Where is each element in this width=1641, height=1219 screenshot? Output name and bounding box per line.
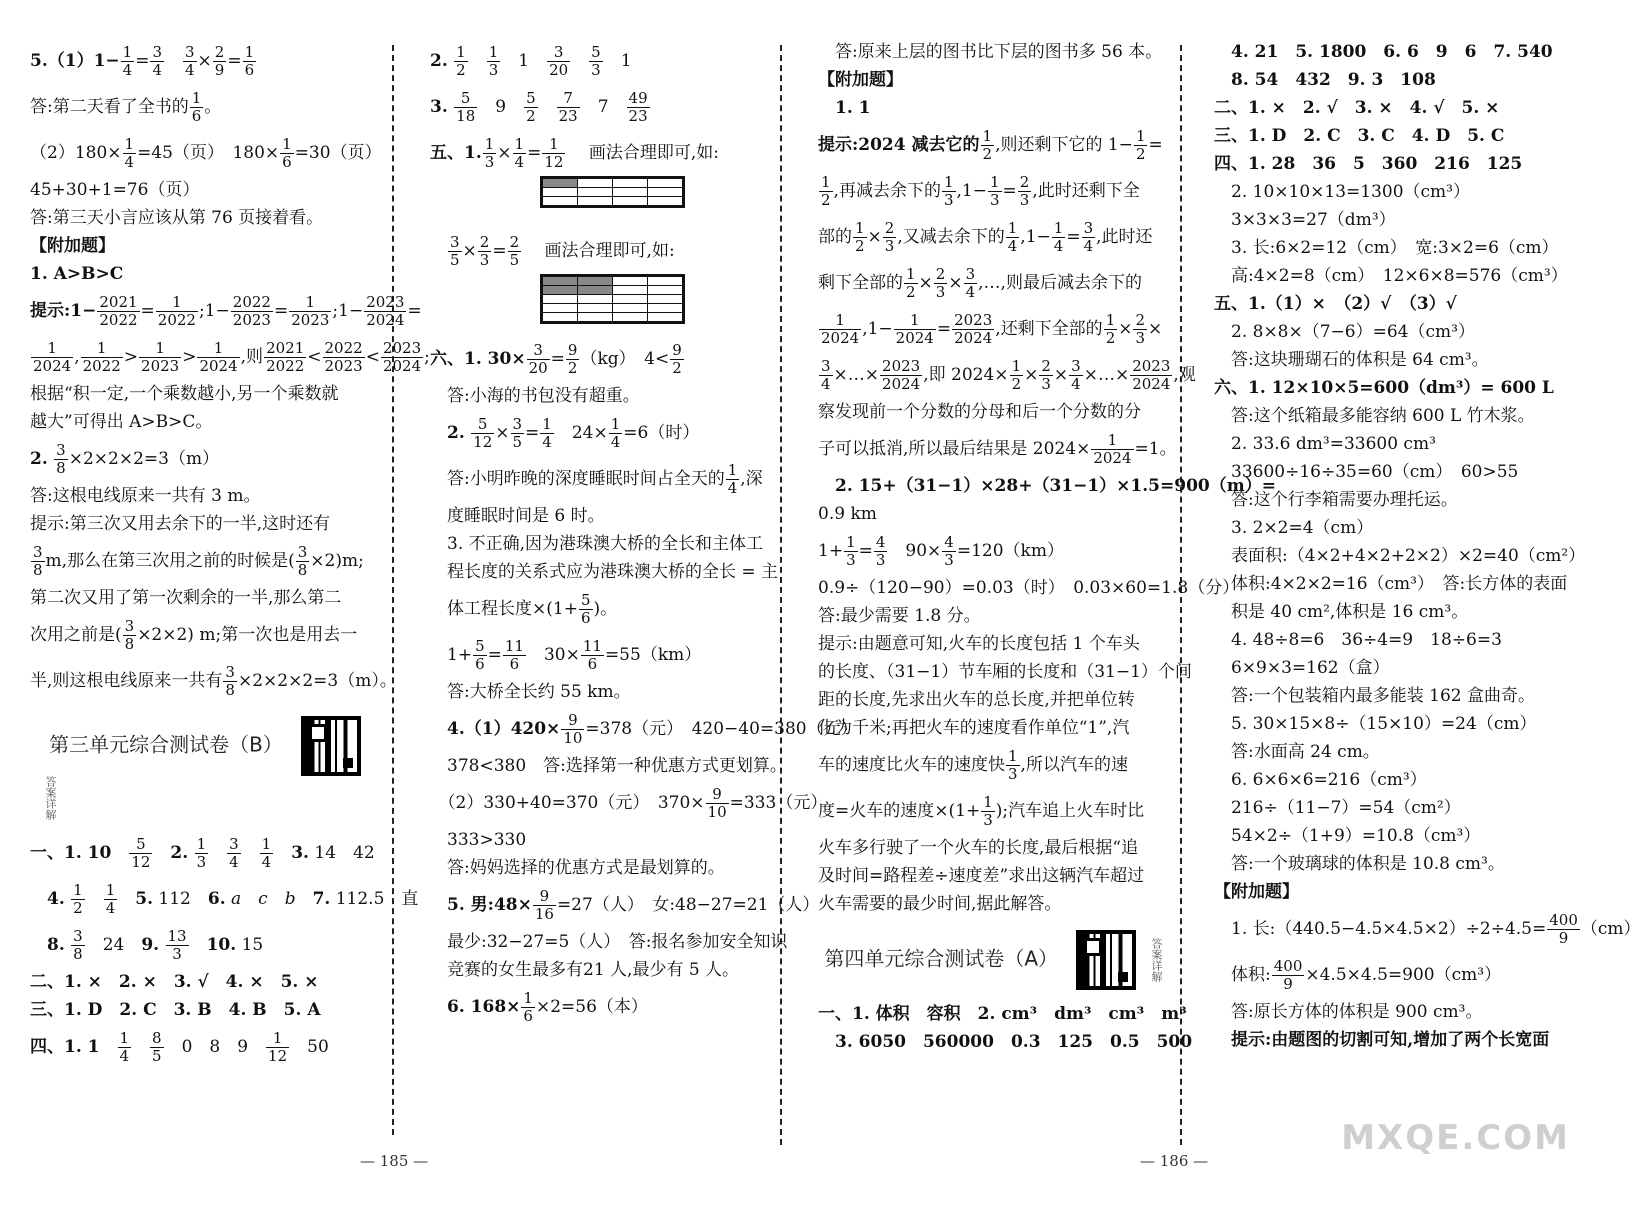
answer-line: 33600÷16÷35=60（cm） 60>55 bbox=[1231, 462, 1519, 482]
answer-line: 答:第二天看了全书的 $\frac{1}{6}$ 。 bbox=[30, 89, 222, 125]
answer-line: 竞赛的女生最多有21 人,最少有 5 人。 bbox=[447, 960, 740, 980]
column-divider-1 bbox=[392, 45, 394, 1135]
hint-line: 的长度、（31−1）节车厢的长度和（31−1）个间 bbox=[818, 662, 1192, 682]
answer-line: 45+30+1=76（页） bbox=[30, 180, 200, 200]
answer-column-3 bbox=[818, 38, 1276, 1056]
answer-line: 答:第三天小言应该从第 76 页接着看。 bbox=[30, 208, 324, 228]
answer-line: 5.（1）1− $\frac{1}{4}$ = $\frac{3}{4}$ $\frac{3}{4}$ × $\frac{2}{9}$ = $\frac{1}{6}$ bbox=[30, 43, 255, 79]
answer-line: 216÷（11−7）=54（cm²） bbox=[1231, 798, 1461, 818]
hint-line: 车的速度比火车的速度快 $\frac{1}{3}$ ,所以汽车的速 bbox=[818, 747, 1128, 783]
answer-line: 答:原来上层的图书比下层的图书多 56 本。 bbox=[835, 42, 1163, 62]
answer-line: 1. 1 bbox=[835, 98, 871, 118]
hint-line: 剩下全部的 $\frac{1}{2}$ × $\frac{2}{3}$ × $\frac{3}{4}$ ,…,则最后减去余下的 bbox=[818, 265, 1142, 301]
answer-line: 3. 2×2=4（cm） bbox=[1231, 518, 1374, 538]
hint-line: $\frac{1}{2}$ ,再减去余下的 $\frac{1}{3}$ ,1− $\frac{1}{3}$ = $\frac{2}{3}$ ,此时还剩下全 bbox=[821, 173, 1140, 209]
answer-line: 1+ $\frac{5}{6}$ = $\frac{11}{6}$ 30× $\frac{11}{6}$ =55（km） bbox=[447, 637, 702, 673]
answer-line: 答:水面高 24 cm。 bbox=[1231, 742, 1380, 762]
hint-line: 距的长度,先求出火车的总长度,并把单位转 bbox=[818, 690, 1135, 710]
answer-line: 4. $\frac{1}{2}$ $\frac{1}{4}$ 5. 112 6. a c b 7. 112.5 直 bbox=[47, 881, 419, 917]
qr-caption: 答案详解 bbox=[44, 776, 57, 820]
hint-line: $\frac{3}{4}$ ×…× $\frac{2023}{2024}$ ,即 2024× $\frac{1}{2}$ × $\frac{2}{3}$ × $\frac{3}{4}$ ×…× $\frac{2023}{2024}$ ,观 bbox=[821, 357, 1196, 393]
answer-line: 五、1. $\frac{1}{3}$ × $\frac{1}{4}$ = $\frac{1}{12}$ 画法合理即可,如: bbox=[430, 135, 719, 171]
hint-line: 次用之前是( $\frac{3}{8}$ ×2×2) m;第一次也是用去一 bbox=[30, 617, 358, 653]
answer-line: 三、1. D 2. C 3. C 4. D 5. C bbox=[1214, 126, 1505, 146]
answer-line: 2. 8×8×（7−6）=64（cm³） bbox=[1231, 322, 1475, 342]
answer-line: $\frac{3}{5}$ × $\frac{2}{3}$ = $\frac{2}{5}$ 画法合理即可,如: bbox=[450, 233, 675, 269]
answer-line: 6. 168× $\frac{1}{6}$ ×2=56（本） bbox=[447, 989, 648, 1025]
answer-line: （2）330+40=370（元） 370× $\frac{9}{10}$ =333（元） bbox=[447, 785, 828, 821]
hint-line: 部的 $\frac{1}{2}$ × $\frac{2}{3}$ ,又减去余下的 $\frac{1}{4}$ ,1− $\frac{1}{4}$ = $\frac{3}{4}$ ,此时还 bbox=[818, 219, 1153, 255]
answer-line: 6. 6×6×6=216（cm³） bbox=[1231, 770, 1427, 790]
answer-line: 答:妈妈选择的优惠方式是最划算的。 bbox=[447, 858, 725, 878]
answer-line: 3. 6050 560000 0.3 125 0.5 500 bbox=[835, 1032, 1193, 1052]
section-heading: 【附加题】 bbox=[30, 236, 115, 256]
answer-line: 2. $\frac{5}{12}$ × $\frac{3}{5}$ = $\frac{1}{4}$ 24× $\frac{1}{4}$ =6（时） bbox=[447, 415, 700, 451]
answer-line: 度睡眠时间是 6 时。 bbox=[447, 506, 605, 526]
answer-line: 8. $\frac{3}{8}$ 24 9. $\frac{13}{3}$ 10. 15 bbox=[47, 927, 264, 963]
answer-line: 5. 男:48× $\frac{9}{16}$ =27（人） 女:48−27=21（人） bbox=[447, 887, 820, 923]
answer-line: 2. 33.6 dm³=33600 cm³ bbox=[1231, 434, 1436, 454]
hint-line: 第二次又用了第一次剩余的一半,那么第二 bbox=[30, 588, 342, 608]
qr-code-icon bbox=[1076, 930, 1136, 990]
section-heading: 【附加题】 bbox=[1214, 882, 1299, 902]
answer-line: 54×2÷（1+9）=10.8（cm³） bbox=[1231, 826, 1481, 846]
answer-line: 体积: $\frac{400}{9}$ ×4.5×4.5=900（cm³） bbox=[1231, 957, 1502, 993]
answer-line: 4. 48÷8=6 36÷4=9 18÷6=3 bbox=[1231, 630, 1502, 650]
answer-line: 3. $\frac{5}{18}$ 9 $\frac{5}{2}$ $\frac{7}{23}$ 7 $\frac{49}{23}$ bbox=[430, 89, 648, 125]
answer-line: 5. 30×15×8÷（15×10）=24（cm） bbox=[1231, 714, 1537, 734]
qr-code-icon bbox=[301, 716, 361, 776]
answer-line: 一、1. 10 $\frac{5}{12}$ 2. $\frac{1}{3}$ $\frac{3}{4}$ $\frac{1}{4}$ 3. 14 42 bbox=[30, 835, 375, 871]
page-number-right: — 186 — bbox=[1140, 1152, 1209, 1170]
hint-line: $\frac{3}{8}$ m,那么在第三次用之前的时候是( $\frac{3}{8}$ ×2)m; bbox=[33, 543, 364, 579]
answer-line: 程长度的关系式应为港珠澳大桥的全长 = 主 bbox=[447, 562, 779, 582]
answer-line: 体工程长度×(1+ $\frac{5}{6}$ )。 bbox=[447, 591, 618, 627]
answer-line: 答:小明昨晚的深度睡眠时间占全天的 $\frac{1}{4}$ ,深 bbox=[447, 461, 763, 497]
answer-line: 3. 不正确,因为港珠澳大桥的全长和主体工 bbox=[447, 534, 764, 554]
answer-column-4 bbox=[1214, 38, 1641, 1054]
hint-line: 察发现前一个分数的分母和后一个分数的分 bbox=[818, 402, 1141, 422]
answer-line: 3. 长:6×2=12（cm） 宽:3×2=6（cm） bbox=[1231, 238, 1559, 258]
hint-line: 子可以抵消,所以最后结果是 2024× $\frac{1}{2024}$ =1。 bbox=[818, 431, 1177, 467]
answer-line: 1. A>B>C bbox=[30, 264, 124, 284]
answer-line: 体积:4×2×2=16（cm³） 答:长方体的表面 bbox=[1231, 574, 1568, 594]
answer-line: 答:这个纸箱最多能容纳 600 L 竹木浆。 bbox=[1231, 406, 1535, 426]
answer-line: 四、1. 28 36 5 360 216 125 bbox=[1214, 154, 1523, 174]
answer-line: 五、1.（1）× （2）√ （3）√ bbox=[1214, 294, 1457, 314]
answer-line: 答:最少需要 1.8 分。 bbox=[818, 606, 981, 626]
answer-line: 2. $\frac{3}{8}$ ×2×2×2=3（m） bbox=[30, 441, 220, 477]
answer-line: 答:这块珊瑚石的体积是 64 cm³。 bbox=[1231, 350, 1489, 370]
drawing-grid-1 bbox=[430, 176, 790, 228]
hint-line: 半,则这根电线原来一共有 $\frac{3}{8}$ ×2×2×2=3（m）。 bbox=[30, 663, 397, 699]
section-heading: 【附加题】 bbox=[818, 70, 903, 90]
hint-line: 火车多行驶了一个火车的长度,最后根据“追 bbox=[818, 838, 1139, 858]
answer-line: 答:一个包装箱内最多能装 162 盒曲奇。 bbox=[1231, 686, 1535, 706]
hint-line: 火车需要的最少时间,据此解答。 bbox=[818, 894, 1062, 914]
answer-line: 答:这根电线原来一共有 3 m。 bbox=[30, 486, 261, 506]
answer-line: 答:原长方体的体积是 900 cm³。 bbox=[1231, 1002, 1483, 1022]
watermark: MXQE.COM bbox=[1341, 1118, 1570, 1158]
hint-line: $\frac{1}{2024}$ ,1− $\frac{1}{2024}$ = $\frac{2023}{2024}$ ,还剩下全部的 $\frac{1}{2}$ × $\frac{2}{3}$ × bbox=[821, 311, 1163, 347]
answer-line: 六、1. 12×10×5=600（dm³）= 600 L bbox=[1214, 378, 1554, 398]
answer-line: 2. 15+（31−1）×28+（31−1）×1.5=900（m）= bbox=[835, 476, 1276, 496]
hint-line: 提示:2024 减去它的 $\frac{1}{2}$ ,则还剩下它的 1− $\frac{1}{2}$ = bbox=[818, 127, 1163, 163]
answer-line: （2）180× $\frac{1}{4}$ =45（页） 180× $\frac{1}{6}$ =30（页） bbox=[30, 135, 382, 171]
answer-line: 二、1. × 2. × 3. √ 4. × 5. × bbox=[30, 972, 319, 992]
hint-line: 越大”可得出 A>B>C。 bbox=[30, 412, 213, 432]
answer-line: 0.9÷（120−90）=0.03（时） 0.03×60=1.8（分） bbox=[818, 578, 1240, 598]
hint-line: 根据“积一定,一个乘数越小,另一个乘数就 bbox=[30, 384, 339, 404]
hint-line: 提示:由题图的切割可知,增加了两个长宽面 bbox=[1231, 1030, 1550, 1050]
answer-line: 1. 长:（440.5−4.5×4.5×2）÷2÷4.5= $\frac{400}{9}$ （cm） bbox=[1231, 911, 1641, 947]
drawing-grid-2 bbox=[430, 274, 790, 336]
answer-line: 1+ $\frac{1}{3}$ = $\frac{4}{3}$ 90× $\frac{4}{3}$ =120（km） bbox=[818, 533, 1064, 569]
hint-line: 提示:由题意可知,火车的长度包括 1 个车头 bbox=[818, 634, 1140, 654]
hint-line: 度=火车的速度×(1+ $\frac{1}{3}$ );汽车追上火车时比 bbox=[818, 793, 1145, 829]
answer-line: 最少:32−27=5（人） 答:报名参加安全知识 bbox=[447, 932, 788, 952]
answer-line: 4.（1）420× $\frac{9}{10}$ =378（元） 420−40=380（元） bbox=[447, 711, 858, 747]
answer-line: 一、1. 体积 容积 2. cm³ dm³ cm³ m³ bbox=[818, 1004, 1187, 1024]
hint-line: 及时间=路程差÷速度差”求出这辆汽车超过 bbox=[818, 866, 1145, 886]
answer-line: 答:小海的书包没有超重。 bbox=[447, 386, 640, 406]
answer-line: 答:大桥全长约 55 km。 bbox=[447, 682, 631, 702]
section-title: 第三单元综合测试卷（B）答案详解 bbox=[30, 716, 390, 820]
answer-line: 333>330 bbox=[447, 830, 527, 850]
answer-column-1 bbox=[30, 38, 430, 1070]
answer-line: 0.9 km bbox=[818, 504, 877, 524]
answer-line: 答:一个玻璃球的体积是 10.8 cm³。 bbox=[1231, 854, 1505, 874]
page-number-left: — 185 — bbox=[360, 1152, 429, 1170]
answer-line: 表面积:（4×2+4×2+2×2）×2=40（cm²） bbox=[1231, 546, 1586, 566]
answer-line: 高:4×2=8（cm） 12×6×8=576（cm³） bbox=[1231, 266, 1568, 286]
answer-line: 答:这个行李箱需要办理托运。 bbox=[1231, 490, 1458, 510]
answer-line: 四、1. 1 $\frac{1}{4}$ $\frac{8}{5}$ 0 8 9 $\frac{1}{12}$ 50 bbox=[30, 1029, 329, 1065]
hint-line: 提示:第三次又用去余下的一半,这时还有 bbox=[30, 514, 331, 534]
qr-caption: 答案详解 bbox=[1150, 938, 1164, 982]
answer-line: 6×9×3=162（盒） bbox=[1231, 658, 1390, 678]
answer-line: 3×3×3=27（dm³） bbox=[1231, 210, 1396, 230]
answer-line: 2. 10×10×13=1300（cm³） bbox=[1231, 182, 1470, 202]
answer-line: 六、1. 30× $\frac{3}{20}$ = $\frac{9}{2}$ （kg） 4< $\frac{9}{2}$ bbox=[430, 341, 682, 377]
hint-line: 提示:1− $\frac{2021}{2022}$ = $\frac{1}{2022}$ ;1− $\frac{2022}{2023}$ = $\frac{1}{2023}$ ;1− $\frac{2023}{2024}$ = bbox=[30, 293, 422, 329]
hint-line: $\frac{1}{2024}$ , $\frac{1}{2022}$ > $\frac{1}{2023}$ > $\frac{1}{2024}$ ,则 $\frac{2021}{2022}$ < $\frac{2022}{2023}$ < $\frac{2023}{2024}$ ; bbox=[33, 339, 430, 375]
answer-line: 二、1. × 2. √ 3. × 4. √ 5. × bbox=[1214, 98, 1500, 118]
answer-line: 4. 21 5. 1800 6. 6 9 6 7. 540 bbox=[1231, 42, 1553, 62]
answer-line: 8. 54 432 9. 3 108 bbox=[1231, 70, 1436, 90]
answer-line: 2. $\frac{1}{2}$ $\frac{1}{3}$ 1 $\frac{3}{20}$ $\frac{5}{3}$ 1 bbox=[430, 43, 632, 79]
answer-line: 三、1. D 2. C 3. B 4. B 5. A bbox=[30, 1000, 321, 1020]
answer-line: 积是 40 cm²,体积是 16 cm³。 bbox=[1231, 602, 1469, 622]
answer-line: 378<380 答:选择第一种优惠方式更划算。 bbox=[447, 756, 787, 776]
hint-line: 化为千米;再把火车的速度看作单位“1”,汽 bbox=[818, 718, 1130, 738]
section-title: 第四单元综合测试卷（A） 答案详解 bbox=[818, 930, 1180, 990]
